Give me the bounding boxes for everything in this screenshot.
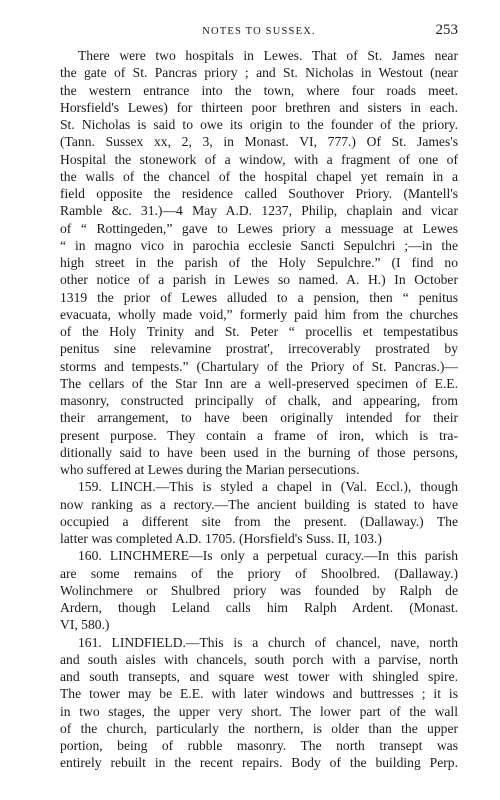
text-line: the walls of the chancel of the hospital chapel yet remain in a bbox=[60, 168, 458, 184]
text-line: 1319 the prior of Lewes alluded to a pension, then “ penitus bbox=[60, 289, 458, 305]
text-line: Ramble &c. 31.)—4 May A.D. 1237, Philip, chaplain and vicar bbox=[60, 203, 458, 219]
text-line: and south aisles with chancels, south porch with a parvise, north bbox=[60, 651, 458, 667]
text-line: high street in the parish of the Holy Sepulchre.” (I find no bbox=[60, 255, 458, 270]
text-line: latter was completed A.D. 1705. (Horsfield's Suss. II, 103.) bbox=[60, 531, 382, 546]
page-header bbox=[60, 22, 458, 42]
running-title: NOTES TO SUSSEX. bbox=[202, 26, 316, 37]
text-line: (Tann. Sussex xx, 2, 3, in Monast. VI, 777.) Of St. James's bbox=[60, 134, 458, 150]
text-line: Horsfield's Lewes) for thirteen poor brethren and sisters in each. bbox=[60, 99, 458, 115]
text-line: St. Nicholas is said to owe its origin to the founder of the priory. bbox=[60, 117, 458, 132]
text-line: in two stages, the upper very short. The lower part of the wall bbox=[60, 703, 458, 719]
text-line: entirely rebuilt in the recent repairs. Body of the building Perp. bbox=[60, 755, 458, 771]
text-line: evacuata, wholly made void,” formerly paid him from the churches bbox=[60, 306, 458, 322]
text-line: of “ Rottingeden,” gave to Lewes priory a messuage at Lewes bbox=[60, 220, 458, 236]
page-number: 253 bbox=[435, 22, 458, 38]
text-line: Ardern, though Leland calls him Ralph Ardent. (Monast. bbox=[60, 600, 458, 615]
text-line: occupied a different site from the present. (Dallaway.) The bbox=[60, 513, 458, 529]
text-line: “ in magno vico in parochia ecclesie Sancti Sepulchri ;—in the bbox=[60, 237, 458, 253]
text-line: are some remains of the priory of Shoolbred. (Dallaway.) bbox=[60, 565, 458, 581]
text-line: 160. LINCHMERE—Is only a perpetual curacy.—In this parish bbox=[78, 548, 458, 564]
text-line: Hospital the stonework of a window, with a fragment of one of bbox=[60, 151, 458, 167]
text-line: their arrangement, to have been originally intended for their bbox=[60, 410, 458, 426]
text-line: and south transepts, and square west tower with shingled spire. bbox=[60, 669, 458, 684]
text-line: who suffered at Lewes during the Marian persecutions. bbox=[60, 462, 360, 477]
text-line: portion, being of rubble masonry. The north transept was bbox=[60, 738, 458, 753]
text-line: penitus sine relevamine prostrat', irrecoverably prostrated by bbox=[60, 341, 458, 357]
text-line: Wolinchmere or Shulbred priory was founded by Ralph de bbox=[60, 582, 458, 598]
text-line: masonry, constructed principally of chalk, and appearing, from bbox=[60, 393, 458, 408]
text-line: now ranking as a rectory.—The ancient building is stated to have bbox=[60, 496, 458, 512]
text-line: present purpose. They contain a frame of iron, which is tra- bbox=[60, 427, 458, 443]
text-line: the western entrance into the town, where four roads meet. bbox=[60, 82, 458, 98]
text-line: ditionally said to have been used in the burning of those persons, bbox=[60, 444, 458, 460]
text-line: 159. LINCH.—This is styled a chapel in (Val. Eccl.), though bbox=[78, 479, 458, 495]
text-line: The cellars of the Star Inn are a well-preserved specimen of E.E. bbox=[60, 375, 458, 391]
text-line: storms and tempests.” (Chartulary of the Priory of St. Pancras.)— bbox=[60, 358, 458, 374]
text-line: 161. LINDFIELD.—This is a church of chancel, nave, north bbox=[78, 634, 458, 650]
text-line: field opposite the residence called Southover Priory. (Mantell's bbox=[60, 186, 458, 201]
text-line: VI, 580.) bbox=[60, 617, 110, 633]
text-line: the gate of St. Pancras priory ; and St. Nicholas in Westout (near bbox=[60, 65, 458, 81]
text-line: other notice of a parish in Lewes so named. A. H.) In October bbox=[60, 272, 458, 288]
text-line: There were two hospitals in Lewes. That of St. James near bbox=[78, 48, 458, 63]
text-line: of the Holy Trinity and St. Peter “ procellis et tempestatibus bbox=[60, 324, 458, 339]
text-line: of the church, particularly the northern, is older than the upper bbox=[60, 720, 458, 736]
body-text bbox=[60, 47, 458, 772]
text-line: The tower may be E.E. with later windows and buttresses ; it is bbox=[60, 686, 458, 702]
